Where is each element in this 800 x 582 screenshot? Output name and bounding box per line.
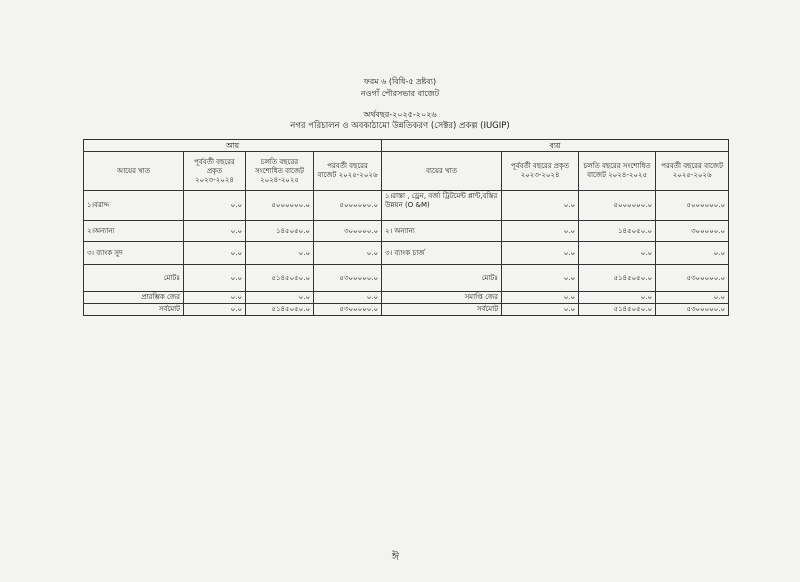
income-curr-col: চলতি বছরের সংশোধিত বাজেট ২০২৪-২০২৫ [246,152,314,191]
income-next: ৫০০০০০০.০ [314,191,382,221]
expense-curr-col: চলতি বছরের সংশোধিত বাজেট ২০২৪-২০২৫ [579,152,656,191]
expense-section-label: ব্যয় [382,140,729,152]
column-header-row [84,152,729,191]
income-grand-curr: ৫১৪৫০৫০.০ [246,304,314,316]
expense-grand-next: ৫৩০০০০০.০ [656,304,729,316]
expense-curr: ০.০ [579,242,656,265]
income-curr: ০.০ [246,242,314,265]
opening-balance-next: ০.০ [314,292,382,304]
income-total-label: মোটঃ [84,265,184,292]
grand-total-row [84,304,729,316]
expense-next: ০.০ [656,242,729,265]
expense-label: ১।রাস্তা , ড্রেন, বর্জ্য ট্রিটমেন্ট প্লান্ট,বস্তির উন্নয়ন (O &M) [382,191,502,221]
income-curr: ৫০০০০০০.০ [246,191,314,221]
closing-balance-curr: ০.০ [579,292,656,304]
expense-prev: ০.০ [502,221,579,242]
income-total-next: ৫৩০০০০০.০ [314,265,382,292]
expense-grand-prev: ০.০ [502,304,579,316]
expense-grand-label: সর্বমোট [382,304,502,316]
expense-prev: ০.০ [502,242,579,265]
closing-balance-prev: ০.০ [502,292,579,304]
table-row [84,221,729,242]
expense-prev: ০.০ [502,191,579,221]
form-line: ফরম ৬ (বিধি-৫ দ্রষ্টব্য) [363,77,437,86]
income-curr: ১৪৫০৫০.০ [246,221,314,242]
municipality-title: নওগাঁ পৌরসভার বাজেট [360,89,440,98]
section-header-row [84,140,729,152]
expense-label: ২। অন্যান্য [382,221,502,242]
income-total-curr: ৫১৪৫০৫০.০ [246,265,314,292]
closing-balance-next: ০.০ [656,292,729,304]
income-total-prev: ০.০ [184,265,246,292]
income-prev: ০.০ [184,191,246,221]
closing-balance-label: সমাপ্তি জের [382,292,502,304]
fiscal-year: অর্থবছর-২০২৫-২০২৬ [363,110,437,119]
income-label: ১।বরাদ্দ [84,191,184,221]
opening-balance-label: প্রারম্ভিক জের [84,292,184,304]
expense-curr: ৫০০০০০০.০ [579,191,656,221]
expense-grand-curr: ৫১৪৫০৫০.০ [579,304,656,316]
signature-mark: ঈ [392,550,400,563]
income-prev-col: পূর্ববর্তী বছরের প্রকৃত ২০২৩-২০২৪ [184,152,246,191]
total-row [84,265,729,292]
income-section-label: আয় [84,140,382,152]
expense-curr: ১৪৫০৫০.০ [579,221,656,242]
opening-balance-prev: ০.০ [184,292,246,304]
expense-total-label: মোটঃ [382,265,502,292]
expense-total-next: ৫৩০০০০০.০ [656,265,729,292]
income-label: ২।অন্যান্য [84,221,184,242]
income-label: ৩। ব্যাংক সুদ [84,242,184,265]
income-next: ০.০ [314,242,382,265]
expense-total-prev: ০.০ [502,265,579,292]
opening-balance-curr: ০.০ [246,292,314,304]
expense-next: ৫০০০০০০.০ [656,191,729,221]
income-next-col: পরবর্তী বছরের বাজেট ২০২৫-২০২৬ [314,152,382,191]
income-next: ৩০০০০০.০ [314,221,382,242]
income-prev: ০.০ [184,242,246,265]
income-grand-label: সর্বমোট [84,304,184,316]
balance-row [84,292,729,304]
income-prev: ০.০ [184,221,246,242]
expense-label: ৩। ব্যাংক চার্জ [382,242,502,265]
expense-next-col: পরবর্তী বছরের বাজেট ২০২৫-২০২৬ [656,152,729,191]
expense-next: ৩০০০০০.০ [656,221,729,242]
project-title: নগর পরিচালন ও অবকাঠামো উন্নতিকরণ (সেক্টর) প্রকল্প (IUGIP) [290,121,510,131]
expense-head-col: ব্যয়ের খাত [382,152,502,191]
table-row [84,191,729,221]
table-row [84,242,729,265]
expense-total-curr: ৫১৪৫০৫০.০ [579,265,656,292]
expense-prev-col: পূর্ববর্তী বছরের প্রকৃত ২০২৩-২০২৪ [502,152,579,191]
income-grand-prev: ০.০ [184,304,246,316]
income-grand-next: ৫৩০০০০০.০ [314,304,382,316]
budget-table [83,139,729,316]
income-head-col: আয়ের খাত [84,152,184,191]
